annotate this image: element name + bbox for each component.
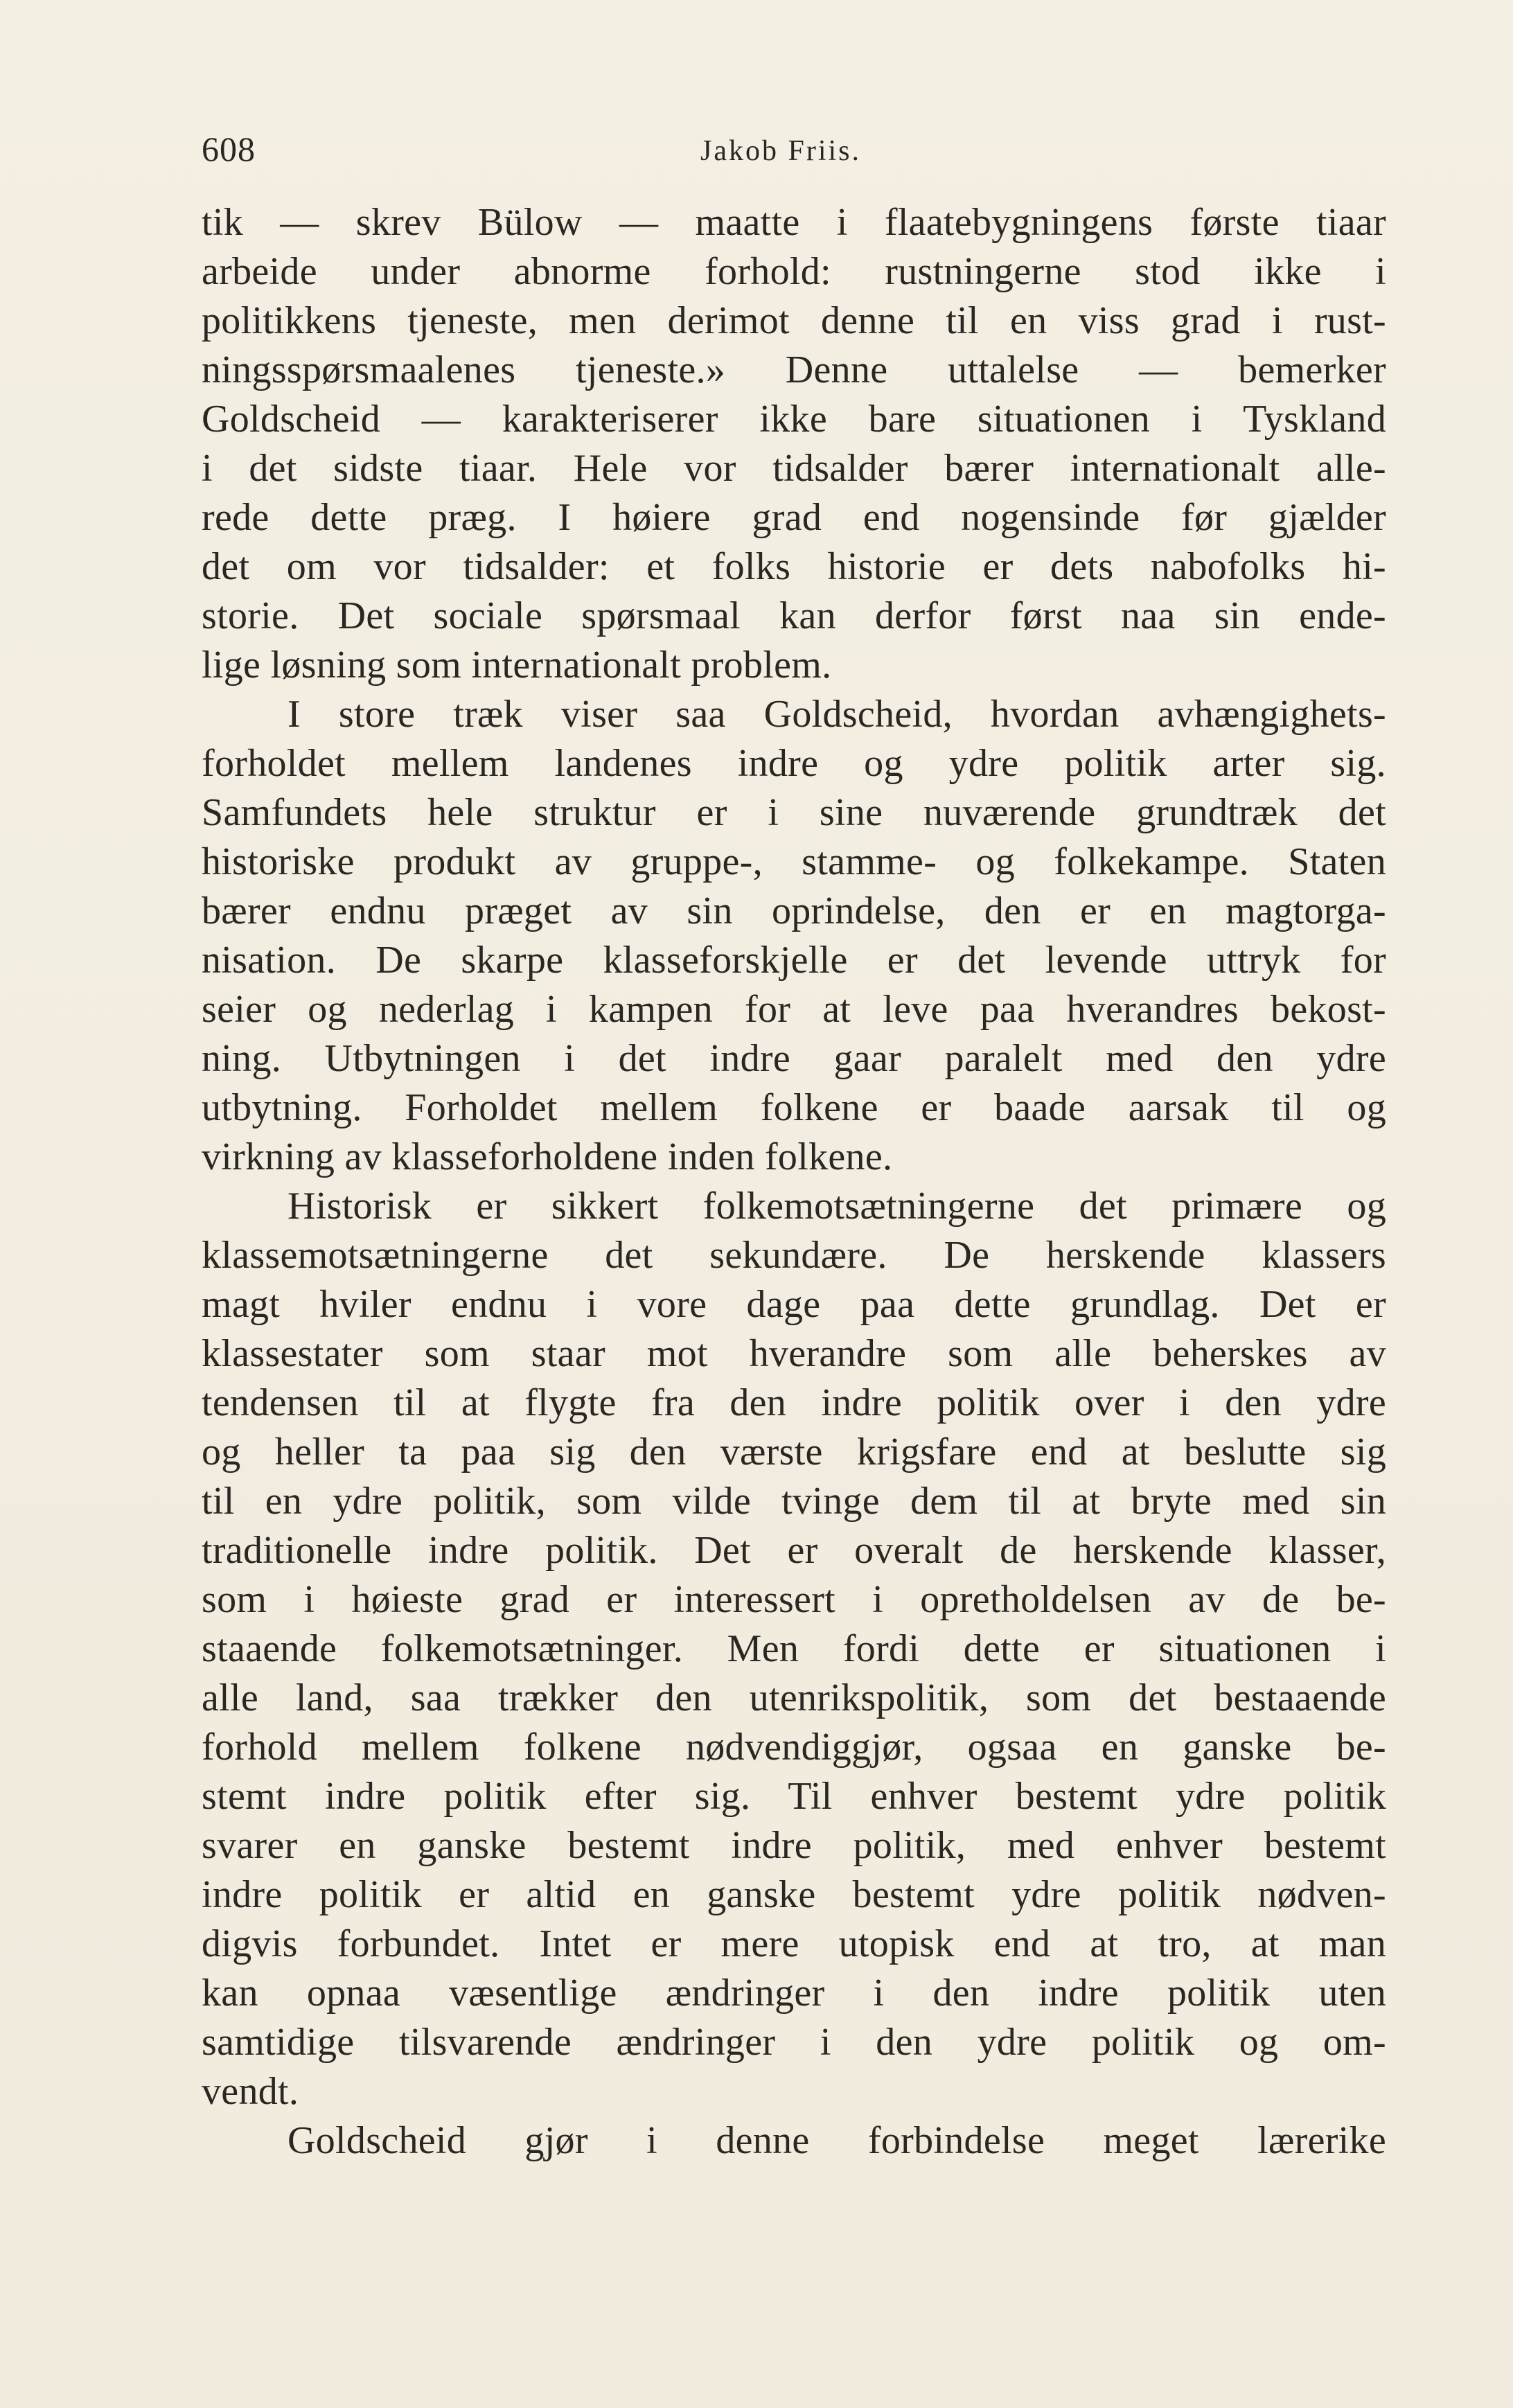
text-line: vendt. [202,2070,299,2113]
text-line: lige løsning som internationalt problem. [202,644,832,687]
text-line: det om vor tidsalder: et folks historie er dets nabofolks hi- [202,545,1386,588]
text-line: rede dette præg. I høiere grad end nogensinde før gjælder [202,496,1386,539]
text-line: storie. Det sociale spørsmaal kan derfor først naa sin ende- [202,594,1386,637]
text-line: klassemotsætningerne det sekundære. De herskende klassers [202,1234,1386,1277]
text-line: ningsspørsmaalenes tjeneste.» Denne uttalelse — bemerker [202,348,1386,391]
text-line: forhold mellem folkene nødvendiggjør, ogsaa en ganske be- [202,1726,1386,1769]
text-line: tik — skrev Bülow — maatte i flaatebygningens første tiaar [202,201,1386,244]
text-line: Goldscheid — karakteriserer ikke bare situationen i Tyskland [202,398,1386,441]
text-line: tendensen til at flygte fra den indre politik over i den ydre [202,1381,1386,1424]
text-line: utbytning. Forholdet mellem folkene er baade aarsak til og [202,1086,1386,1129]
text-line: Historisk er sikkert folkemotsætningerne det primære og [287,1185,1386,1228]
running-head: Jakob Friis. [700,135,862,167]
text-line: ning. Utbytningen i det indre gaar paralelt med den ydre [202,1037,1386,1080]
text-line: alle land, saa trækker den utenrikspolitik, som det bestaaende [202,1676,1386,1719]
page-header [202,129,1386,177]
text-line: virkning av klasseforholdene inden folkene. [202,1135,893,1178]
text-line: og heller ta paa sig den værste krigsfare end at beslutte sig [202,1431,1386,1473]
text-line: digvis forbundet. Intet er mere utopisk end at tro, at man [202,1922,1386,1965]
text-line: samtidige tilsvarende ændringer i den ydre politik og om- [202,2021,1386,2064]
page-number: 608 [202,130,256,168]
text-line: til en ydre politik, som vilde tvinge dem til at bryte med sin [202,1480,1386,1523]
text-line: kan opnaa væsentlige ændringer i den indre politik uten [202,1972,1386,2015]
text-line: I store træk viser saa Goldscheid, hvordan avhængighets- [287,693,1386,736]
body-text [202,198,1386,2166]
text-line: historiske produkt av gruppe-, stamme- og folkekampe. Staten [202,840,1386,883]
text-line: nisation. De skarpe klasseforskjelle er det levende uttryk for [202,939,1386,982]
text-line: traditionelle indre politik. Det er overalt de herskende klasser, [202,1529,1386,1572]
text-line: i det sidste tiaar. Hele vor tidsalder bærer internationalt alle- [202,447,1386,490]
text-line: svarer en ganske bestemt indre politik, med enhver bestemt [202,1824,1386,1867]
text-line: stemt indre politik efter sig. Til enhver bestemt ydre politik [202,1775,1386,1818]
text-line: Samfundets hele struktur er i sine nuværende grundtræk det [202,791,1386,834]
text-line: arbeide under abnorme forhold: rustningerne stod ikke i [202,250,1386,293]
text-line: Goldscheid gjør i denne forbindelse meget lærerike [287,2119,1386,2162]
text-line: forholdet mellem landenes indre og ydre politik arter sig. [202,742,1386,785]
text-line: magt hviler endnu i vore dage paa dette grundlag. Det er [202,1283,1386,1326]
text-line: bærer endnu præget av sin oprindelse, den er en magtorga- [202,889,1386,932]
text-line: som i høieste grad er interessert i opretholdelsen av de be- [202,1578,1386,1621]
text-line: staaende folkemotsætninger. Men fordi dette er situationen i [202,1627,1386,1670]
text-line: indre politik er altid en ganske bestemt ydre politik nødven- [202,1873,1386,1916]
text-line: klassestater som staar mot hverandre som alle beherskes av [202,1332,1386,1375]
text-line: seier og nederlag i kampen for at leve paa hverandres bekost- [202,988,1386,1031]
text-line: politikkens tjeneste, men derimot denne til en viss grad i rust- [202,299,1386,342]
